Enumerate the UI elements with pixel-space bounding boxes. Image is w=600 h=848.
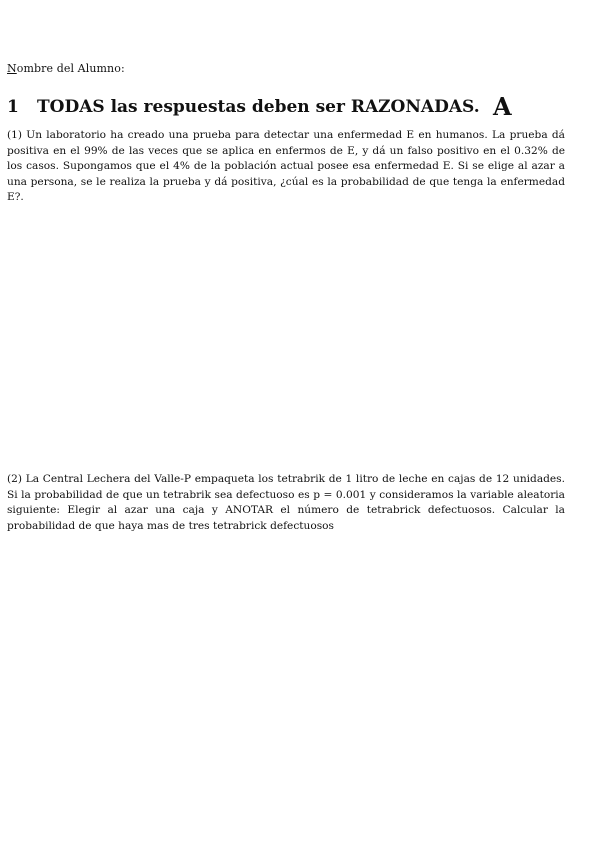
section-title: TODAS las respuestas deben ser RAZONADAS. xyxy=(37,97,480,117)
exam-version-letter: A xyxy=(493,92,512,121)
section-heading xyxy=(7,94,567,120)
answer-space-2 xyxy=(7,540,565,840)
question-2: (2) La Central Lechera del Valle-P empaqueta los tetrabrik de 1 litro de leche en cajas de 12 unidades. Si la probabilidad de que un tetrabrik sea defectuoso es p = 0.001 y consideramos la variable aleatoria siguiente: Elegir al azar una caja y ANOTAR el número de tetrabrick defectuosos. Calcular la probabilidad de que haya mas de tres tetrabrick defectuosos xyxy=(7,473,565,532)
question-1: (1) Un laboratorio ha creado una prueba para detectar una enfermedad E en humanos. La prueba dá positiva en el 99% de las veces que se aplica en enfermos de E, y dá un falso positivo en el 0.32% de los casos. Supongamos que el 4% de la población actual posee esa enfermedad E. Si se elige al azar a una persona, se le realiza la prueba y dá positiva, ¿cúal es la probabilidad de que tenga la enfermedad E?. xyxy=(7,129,565,204)
student-name-label xyxy=(7,62,125,75)
section-number: 1 xyxy=(7,97,19,117)
student-name-label-initial: N xyxy=(7,62,17,75)
student-name-label-rest: ombre del Alumno: xyxy=(16,62,125,75)
answer-space-1 xyxy=(7,194,565,464)
